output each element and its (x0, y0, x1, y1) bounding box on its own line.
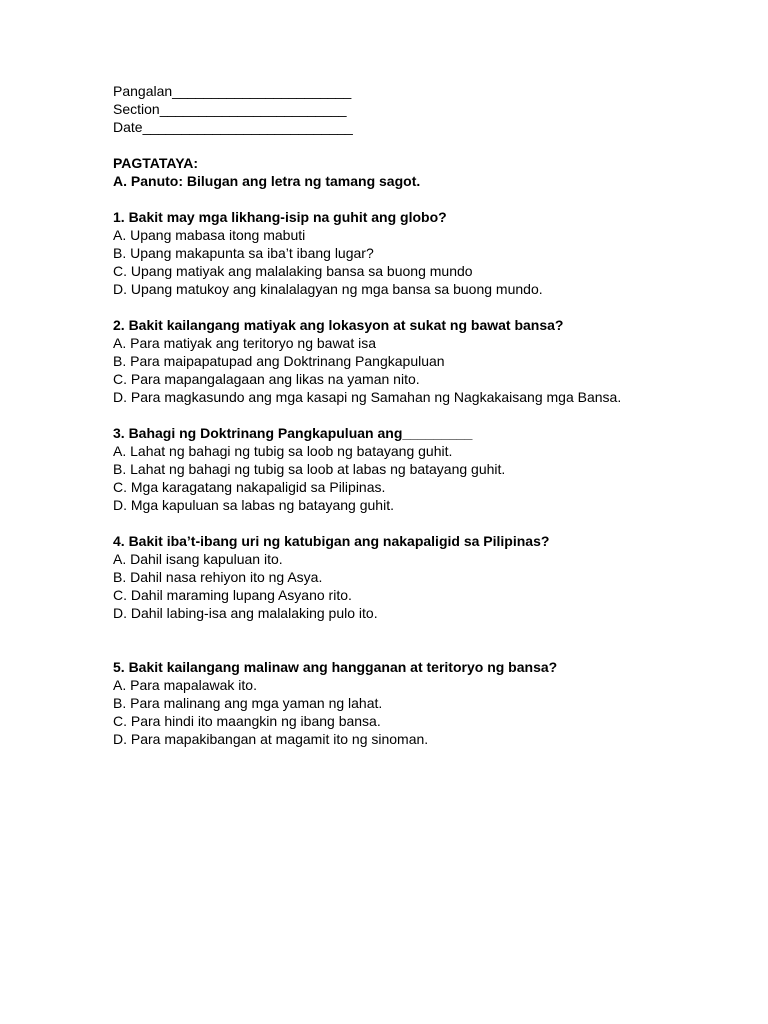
choice-d: D. Para mapakibangan at magamit ito ng sinoman. (113, 731, 429, 747)
date-field: Date___________________________ (113, 119, 353, 135)
instructions: A. Panuto: Bilugan ang letra ng tamang sagot. (113, 173, 421, 189)
question-5 (113, 658, 655, 748)
name-field: Pangalan_______________________ (113, 83, 352, 99)
choice-b: B. Dahil nasa rehiyon ito ng Asya. (113, 569, 323, 585)
page-title: PAGTATAYA: (113, 155, 199, 171)
question-2 (113, 316, 655, 406)
choice-d: D. Mga kapuluan sa labas ng batayang guhit. (113, 497, 394, 513)
choice-b: B. Lahat ng bahagi ng tubig sa loob at labas ng batayang guhit. (113, 461, 506, 477)
worksheet-content (113, 82, 655, 748)
choice-c: C. Para mapangalagaan ang likas na yaman nito. (113, 371, 420, 387)
choice-d: D. Dahil labing-isa ang malalaking pulo ito. (113, 605, 378, 621)
choice-c: C. Upang matiyak ang malalaking bansa sa buong mundo (113, 263, 473, 279)
question-text: 2. Bakit kailangang matiyak ang lokasyon at sukat ng bawat bansa? (113, 317, 564, 333)
choice-b: B. Para malinang ang mga yaman ng lahat. (113, 695, 383, 711)
choice-b: B. Upang makapunta sa iba’t ibang lugar? (113, 245, 374, 261)
spacer (113, 190, 655, 208)
question-1 (113, 208, 655, 298)
choice-c: C. Dahil maraming lupang Asyano rito. (113, 587, 352, 603)
question-3 (113, 424, 655, 514)
question-4 (113, 532, 655, 622)
section-field: Section________________________ (113, 101, 347, 117)
spacer (113, 406, 655, 424)
choice-c: C. Mga karagatang nakapaligid sa Pilipinas. (113, 479, 386, 495)
choice-a: A. Para mapalawak ito. (113, 677, 257, 693)
choice-d: D. Para magkasundo ang mga kasapi ng Samahan ng Nagkakaisang mga Bansa. (113, 389, 622, 405)
spacer (113, 136, 655, 154)
choice-a: A. Upang mabasa itong mabuti (113, 227, 306, 243)
question-text: 1. Bakit may mga likhang-isip na guhit ang globo? (113, 209, 447, 225)
choice-c: C. Para hindi ito maangkin ng ibang bansa. (113, 713, 381, 729)
choice-d: D. Upang matukoy ang kinalalagyan ng mga bansa sa buong mundo. (113, 281, 543, 297)
choice-b: B. Para maipapatupad ang Doktrinang Pangkapuluan (113, 353, 445, 369)
choice-a: A. Lahat ng bahagi ng tubig sa loob ng batayang guhit. (113, 443, 453, 459)
question-text: 4. Bakit iba’t-ibang uri ng katubigan ang nakapaligid sa Pilipinas? (113, 533, 550, 549)
question-text: 3. Bahagi ng Doktrinang Pangkapuluan ang_________ (113, 425, 473, 441)
question-text: 5. Bakit kailangang malinaw ang hangganan at teritoryo ng bansa? (113, 659, 558, 675)
spacer (113, 298, 655, 316)
choice-a: A. Dahil isang kapuluan ito. (113, 551, 283, 567)
spacer (113, 622, 655, 658)
spacer (113, 514, 655, 532)
choice-a: A. Para matiyak ang teritoryo ng bawat isa (113, 335, 377, 351)
